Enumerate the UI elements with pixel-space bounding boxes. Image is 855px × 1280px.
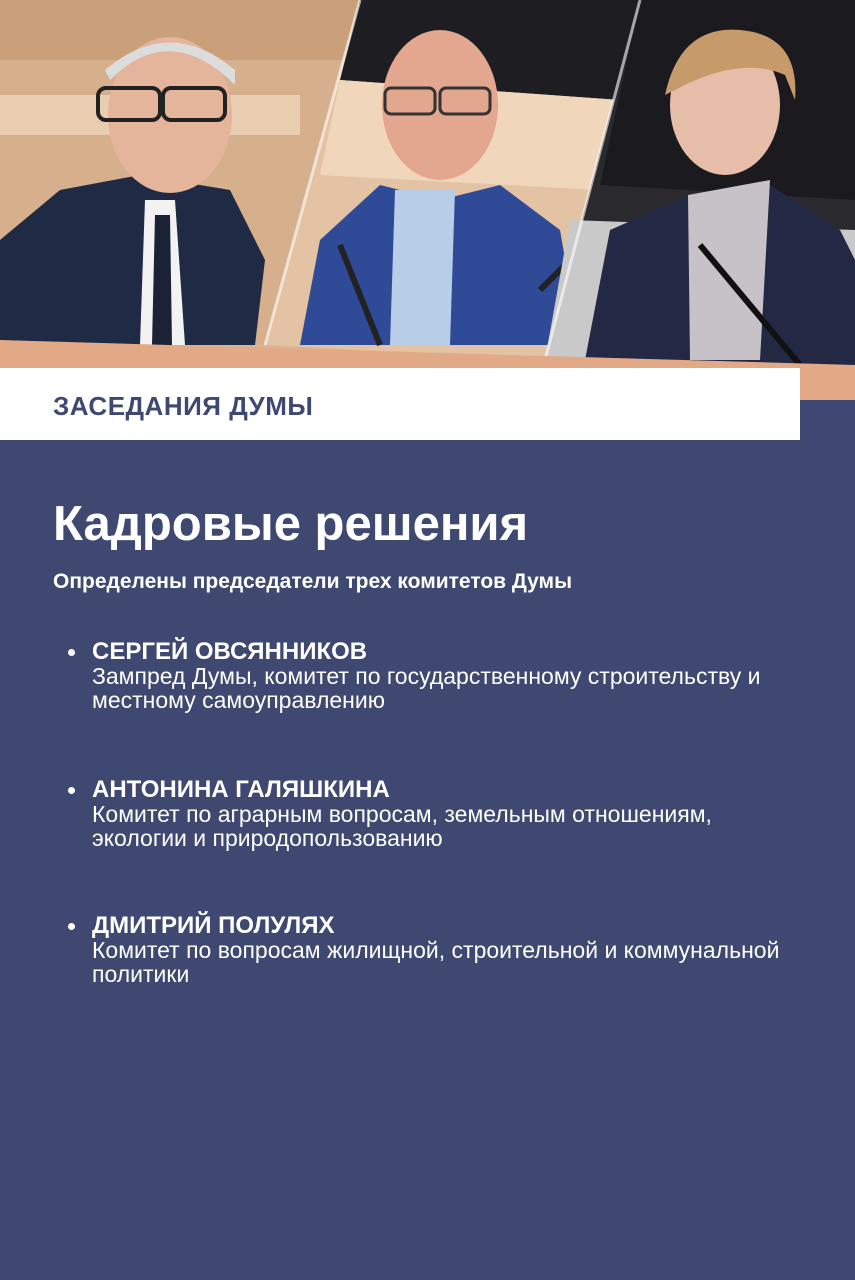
main-content	[0, 440, 855, 1280]
bullet-icon	[68, 923, 75, 930]
person-name: АНТОНИНА ГАЛЯШКИНА	[92, 776, 390, 803]
page-subtitle: Определены председатели трех комитетов Думы	[53, 570, 573, 593]
page-title: Кадровые решения	[53, 497, 529, 551]
section-label: ЗАСЕДАНИЯ ДУМЫ	[53, 391, 314, 421]
bullet-icon	[68, 649, 75, 656]
person-role: Комитет по аграрным вопросам, земельным отношениям, экологии и природопользованию	[92, 801, 712, 851]
bullet-icon	[68, 787, 75, 794]
section-header	[0, 368, 800, 440]
photo-collage	[0, 0, 855, 400]
person-role: Комитет по вопросам жилищной, строительной и коммунальной политики	[92, 937, 780, 987]
person-name: ДМИТРИЙ ПОЛУЛЯХ	[92, 912, 335, 939]
person-role: Зампред Думы, комитет по государственному строительству и местному самоуправлению	[92, 663, 761, 713]
person-name: СЕРГЕЙ ОВСЯННИКОВ	[92, 638, 368, 665]
